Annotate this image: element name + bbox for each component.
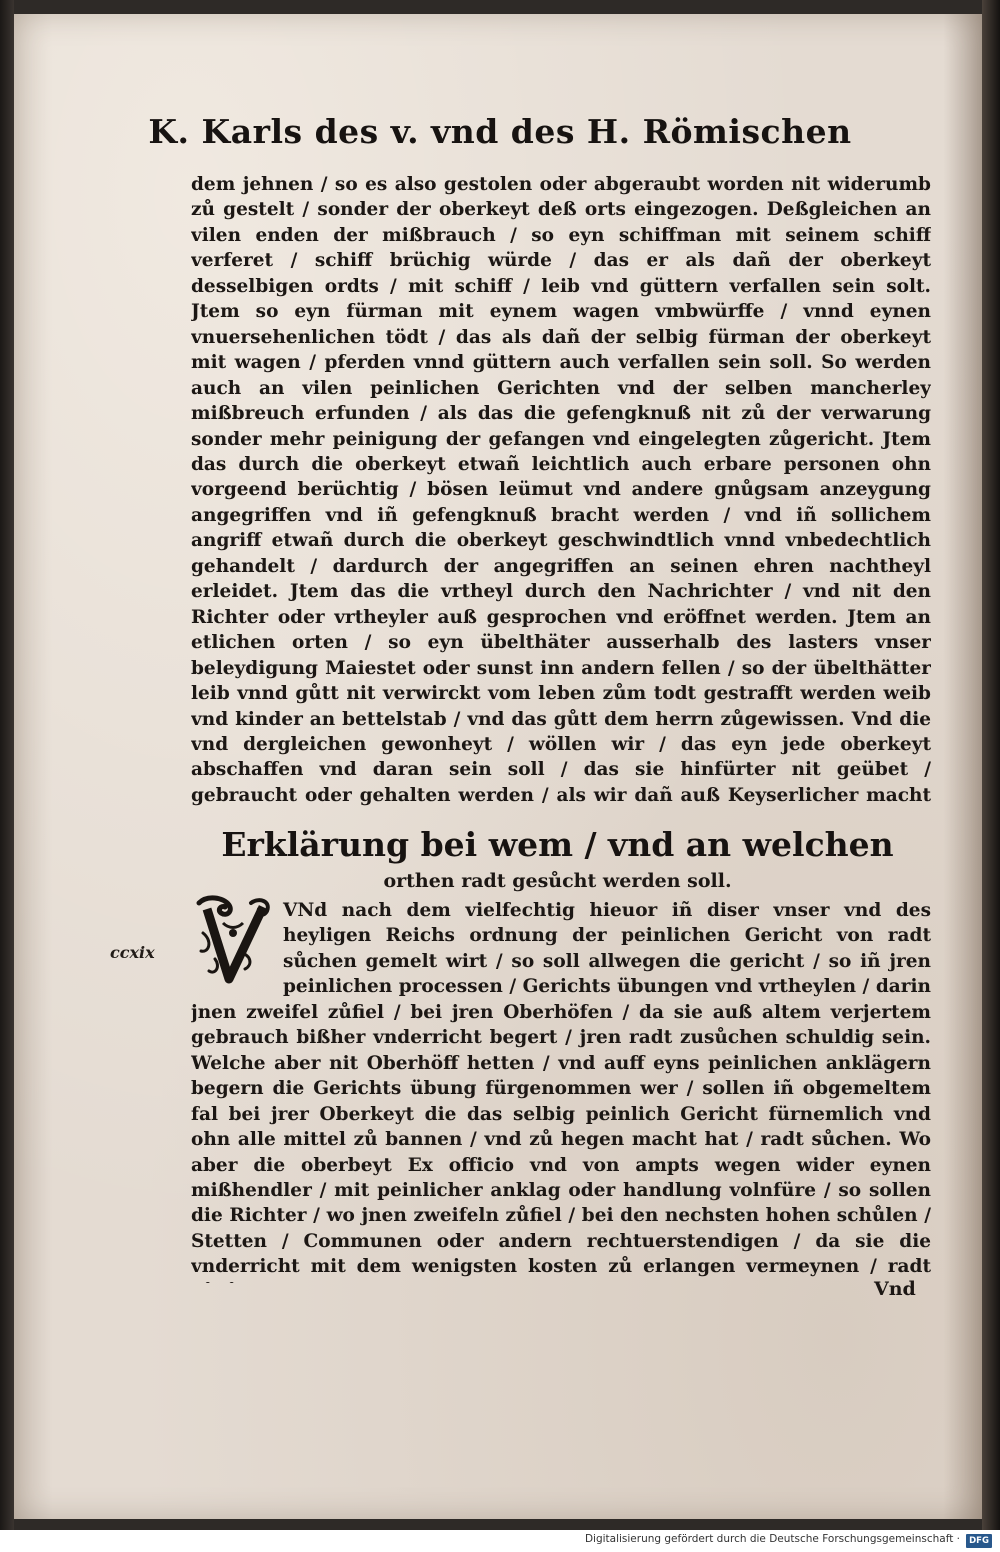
- body-paragraph-2: [191, 898, 931, 1283]
- catchword: Vnd: [874, 1278, 916, 1300]
- marginal-numeral: ccxix: [110, 943, 155, 962]
- scan-background-right: [982, 0, 1000, 1552]
- section-subtitle: orthen radt gesůcht werden soll.: [383, 870, 732, 892]
- scan-background-left: [0, 0, 14, 1552]
- credit-text: Digitalisierung gefördert durch die Deutsche Forschungsgemeinschaft ·: [584, 1533, 960, 1545]
- credit-bar: [0, 1530, 1000, 1552]
- decorated-initial-v-icon: [193, 893, 273, 988]
- section-title: Erklärung bei wem / vnd an welchen: [221, 825, 894, 864]
- body-paragraph-2-text: VNd nach dem vielfechtig hieuor iñ diser vnser vnd des heyligen Reichs ordnung der peinlichen Gericht von radt sůchen gemelt wirt / so soll allwegen die gericht / so iñ jren peinlichen processen / Gerichts übungen vnd vrtheylen / darin jnen zweifel zůfiel / bei jren Oberhöfen / da sie auß altem verjertem gebrauch bißher vnderricht begert / jren radt zusůchen schuldig sein. Welche aber nit Oberhöff hetten / vnd auff eyns peinlichen anklägern begern die Gerichts übung fürgenommen wer / sollen iñ obgemeltem fal bei jrer Oberkeyt die das selbig peinlich Gericht fürnemlich vnd ohn alle mittel zů bannen / vnd zů hegen macht hat / radt sůchen. Wo aber die oberbeyt Ex officio vnd von ampts wegen wider eynen mißhendler / mit peinlicher anklag oder handlung volnfüre / so sollen die Richter / wo jnen zweifeln zůfiel / bei den nechsten hohen schůlen / Stetten / Communen oder andern rechtuerstendigen / da sie die vnderricht mit dem wenigsten kosten zů erlangen vermeynen / radt: [191, 900, 931, 1278]
- dfg-logo-icon: DFG: [966, 1534, 992, 1548]
- running-head: K. Karls des v. vnd des H. Römischen: [148, 112, 852, 151]
- body-paragraph-1: dem jehnen / so es also gestolen oder abgeraubt worden nit widerumb zů gestelt / sonder der oberkeyt deß orts eingezogen. Deßgleichen an vilen enden der mißbrauch / so eyn schiffman mit seinem schiff verferet / schiff brüchig würde / das er als dañ der oberkeyt desselbigen ordts / mit schiff / leib vnd güttern verfallen sein solt. Jtem so eyn fürman mit eynem wagen vmbwürffe / vnnd eynen vnuersehenlichen tödt / das als dañ der selbig fürman der oberkeyt mit wagen / pferden vnnd güttern auch verfallen sein soll. So werden auch an vilen peinlichen Gerichten vnd der selben mancherley mißbreuch erfunden / als das die gefengknuß nit zů der verwarung sonder mehr peinigung der gefangen vnd eingelegten zůgericht. Jtem das durch die oberkeyt etwañ leichtlich auch erbare personen ohn vorgeend berüchtig / bösen leümut vnd andere gnůgsam anzeygung angegriffen vnd iñ gefengknuß bracht werden / vnd iñ sollichem angriff etwañ durch die oberkeyt geschwindtlich vnnd vnbedechtlich gehandelt / dardurch der angegriffen an seinen ehren nachtheyl erleidet. Jtem das die vrtheyl durch den Nachrichter / vnd nit den Richter oder vrtheyler auß gesprochen vnd eröffnet werden. Jtem an etlichen orten / so eyn übelthäter ausserhalb des lasters vnser beleydigung Maiestet oder sunst inn andern fellen / so der übelthätter leib vnnd gůtt nit verwirckt vom leben zům todt gestrafft werden weib vnd kinder an bettelstab / vnd das gůtt dem herrn zůgewissen. Vnd die vnd dergleichen gewonheyt / wöllen wir / das eyn jede oberkeyt abschaffen vnd daran sein soll / das sie hinfürter nit geübet / gebraucht oder gehalten werden / als wir dañ auß Keyserlicher macht: [191, 174, 931, 806]
